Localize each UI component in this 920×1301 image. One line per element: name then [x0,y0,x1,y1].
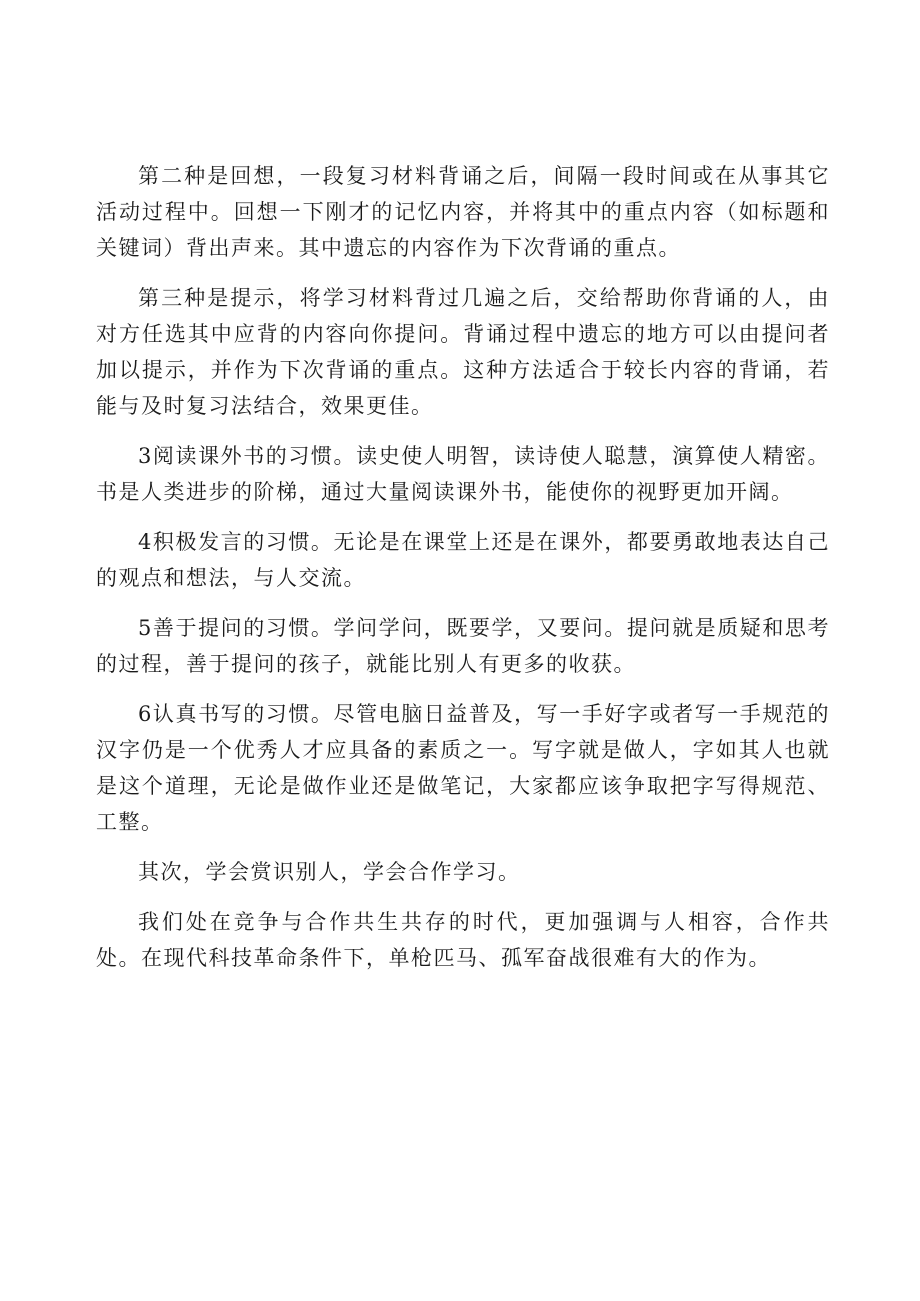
paragraph-reading-habit: 3阅读课外书的习惯。读史使人明智，读诗使人聪慧，演算使人精密。书是人类进步的阶梯，通过大量阅读课外书，能使你的视野更加开阔。 [96,444,830,504]
document-body [96,158,830,990]
paragraph-speaking-habit: 4积极发言的习惯。无论是在课堂上还是在课外，都要勇敢地表达自己的观点和想法，与人交流。 [96,530,830,590]
paragraph-cooperation-era: 我们处在竞争与合作共生共存的时代，更加强调与人相容，合作共处。在现代科技革命条件下，单枪匹马、孤军奋战很难有大的作为。 [96,910,830,970]
paragraph-cooperation-heading: 其次，学会赏识别人，学会合作学习。 [138,860,521,884]
paragraph-recall-method: 第二种是回想，一段复习材料背诵之后，间隔一段时间或在从事其它活动过程中。回想一下刚才的记忆内容，并将其中的重点内容（如标题和关键词）背出声来。其中遗忘的内容作为下次背诵的重点。 [96,164,830,260]
paragraph-prompt-method: 第三种是提示，将学习材料背过几遍之后，交给帮助你背诵的人，由对方任选其中应背的内容向你提问。背诵过程中遗忘的地方可以由提问者加以提示，并作为下次背诵的重点。这种方法适合于较长内容的背诵，若能与及时复习法结合，效果更佳。 [96,286,830,418]
paragraph-questioning-habit: 5善于提问的习惯。学问学问，既要学，又要问。提问就是质疑和思考的过程，善于提问的孩子，就能比别人有更多的收获。 [96,616,830,676]
paragraph-writing-habit: 6认真书写的习惯。尽管电脑日益普及，写一手好字或者写一手规范的汉字仍是一个优秀人才应具备的素质之一。写字就是做人，字如其人也就是这个道理，无论是做作业还是做笔记，大家都应该争取把字写得规范、工整。 [96,702,830,834]
